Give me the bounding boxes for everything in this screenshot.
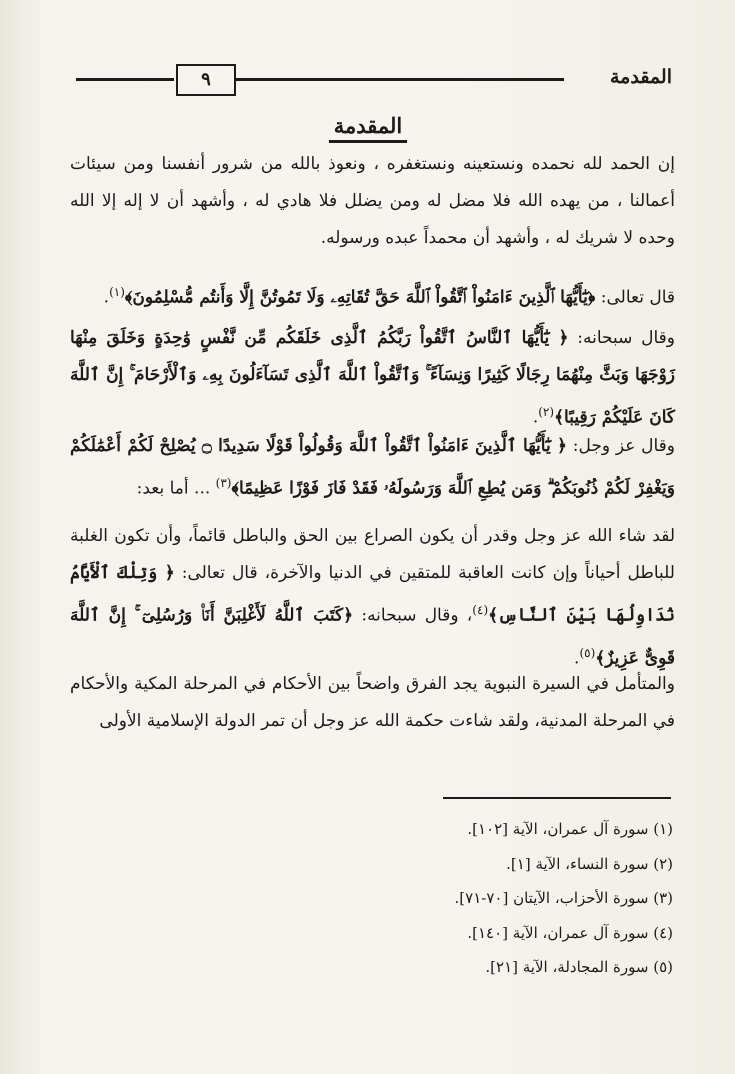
footnote-item: (١) سورة آل عمران، الآية [١٠٢]. [467,820,673,838]
verse-paragraph-2: وقال سبحانه: ﴿ يَٰٓأَيُّهَا ٱلنَّاسُ ٱتَّقُواْ رَبَّكُمُ ٱلَّذِى خَلَقَكُم مِّن نَّفْسٍ وَٰحِدَةٍ وَخَلَقَ مِنْهَا زَوْجَهَا وَبَثَّ مِنْهُمَا رِجَالًا كَثِيرًا وَنِسَآءً ۚ وَٱتَّقُواْ ٱللَّهَ ٱلَّذِى تَسَآءَلُونَ بِهِۦ وَٱلْأَرْحَامَ ۚ إِنَّ ٱللَّهَ كَانَ عَلَيْكُمْ رَقِيبًا﴾$^{(٢)}$. [70,328,675,428]
section-title: المقدمة [300,113,436,143]
transition-text: ... أما بعد: [136,478,216,499]
quran-verse: ﴿كَتَبَ ٱللَّهُ لَأَغْلِبَنَّ أَنَا۠ وَرُسُلِىٓ ۚ إِنَّ ٱللَّهَ قَوِىٌّ عَزِيزٌ﴾ [70,605,675,669]
paragraph-sira: والمتأمل في السيرة النبوية يجد الفرق واضحاً بين الأحكام في المرحلة المكية والأحكام في المرحلة المدنية، ولقد شاءت حكمة الله عز وجل أن تمر الدولة الإسلامية الأولى [70,674,675,731]
intro-paragraph: إن الحمد لله نحمده ونستعينه ونستغفره ، ونعوذ بالله من شرور أنفسنا ومن سيئات أعمالنا ، من يهده الله فلا مضل له ومن يضلل فلا هادي له ، وأشهد أن لا إله إلا الله وحده لا شريك له ، وأشهد أن محمداً عبده ورسوله. [70,154,675,248]
footnote-ref: (٣) [215,476,232,490]
footnote-item: (٥) سورة المجادلة، الآية [٢١]. [485,958,673,976]
footnote-ref: (٢) [538,405,555,419]
quran-verse: ﴿ يَٰٓأَيُّهَا ٱلَّذِينَ ءَامَنُواْ ٱتَّقُواْ ٱللَّهَ وَقُولُواْ قَوْلًا سَدِيدًا ۝ يُصْلِحْ لَكُمْ أَعْمَٰلَكُمْ وَيَغْفِرْ لَكُمْ ذُنُوبَكُمْ ۗ وَمَن يُطِعِ ٱللَّهَ وَرَسُولَهُۥ فَقَدْ فَازَ فَوْزًا عَظِيمًا﴾ [70,436,675,499]
paragraph-text: لقد شاء الله عز وجل وقدر أن يكون الصراع بين الحق والباطل قائماً، وأن تكون الغلبة للباطل أحياناً وإن كانت العاقبة للمتقين في الدنيا والآخرة، قال تعالى: [70,526,675,583]
page-body [70,146,675,746]
footnote-item: (٢) سورة النساء، الآية [١]. [506,854,673,873]
footnote-ref: (١) [109,285,125,299]
page-header [76,60,672,100]
quran-verse: ﴿ وَتِلْكَ ٱلْأَيَّامُ نُدَاوِلُهَا بَيْنَ ٱلنَّاسِ﴾ [70,563,675,626]
paragraph-text: ، وقال سبحانه: [353,605,473,626]
verse-lead: قال تعالى: [595,287,675,308]
quran-verse: ﴿يَٰٓأَيُّهَا ٱلَّذِينَ ءَامَنُواْ ٱتَّقُواْ ٱللَّهَ حَقَّ تُقَاتِهِۦ وَلَا تَمُوتُنَّ إِلَّا وَأَنتُم مُّسْلِمُونَ﴾ [124,287,596,308]
verse-lead: وقال عز وجل: [566,436,675,456]
footnote-item: (٣) سورة الأحزاب، الآيتان [٧٠-٧١]. [454,889,673,907]
running-title: المقدمة [609,66,672,88]
quran-verse: ﴿ يَٰٓأَيُّهَا ٱلنَّاسُ ٱتَّقُواْ رَبَّكُمُ ٱلَّذِى خَلَقَكُم مِّن نَّفْسٍ وَٰحِدَةٍ وَخَلَقَ مِنْهَا زَوْجَهَا وَبَثَّ مِنْهُمَا رِجَالًا كَثِيرًا وَنِسَآءً ۚ وَٱتَّقُواْ ٱللَّهَ ٱلَّذِى تَسَآءَلُونَ بِهِۦ وَٱلْأَرْحَامَ ۚ إِنَّ ٱللَّهَ كَانَ عَلَيْكُمْ رَقِيبًا﴾ [70,328,675,428]
header-rule-right [236,78,564,81]
footnote-ref: (٥) [579,645,596,660]
verse-paragraph-1: قال تعالى: ﴿يَٰٓأَيُّهَا ٱلَّذِينَ ءَامَنُواْ ٱتَّقُواْ ٱللَّهَ حَقَّ تُقَاتِهِۦ وَلَا تَمُوتُنَّ إِلَّا وَأَنتُم مُّسْلِمُونَ﴾$^{(١)}$. [103,285,675,308]
header-rule-left [76,78,174,81]
paragraph-end: . [574,648,580,669]
footnote-divider [443,797,671,799]
verse-paragraph-3 [70,428,675,518]
footnote-item: (٤) سورة آل عمران، الآية [١٤٠]. [467,923,673,942]
verse-lead: وقال سبحانه: [568,328,675,348]
paragraph-struggle [70,518,675,669]
footnote-ref: (٤) [472,603,489,617]
page-number: ٩ [176,64,236,96]
footnotes [253,812,673,985]
